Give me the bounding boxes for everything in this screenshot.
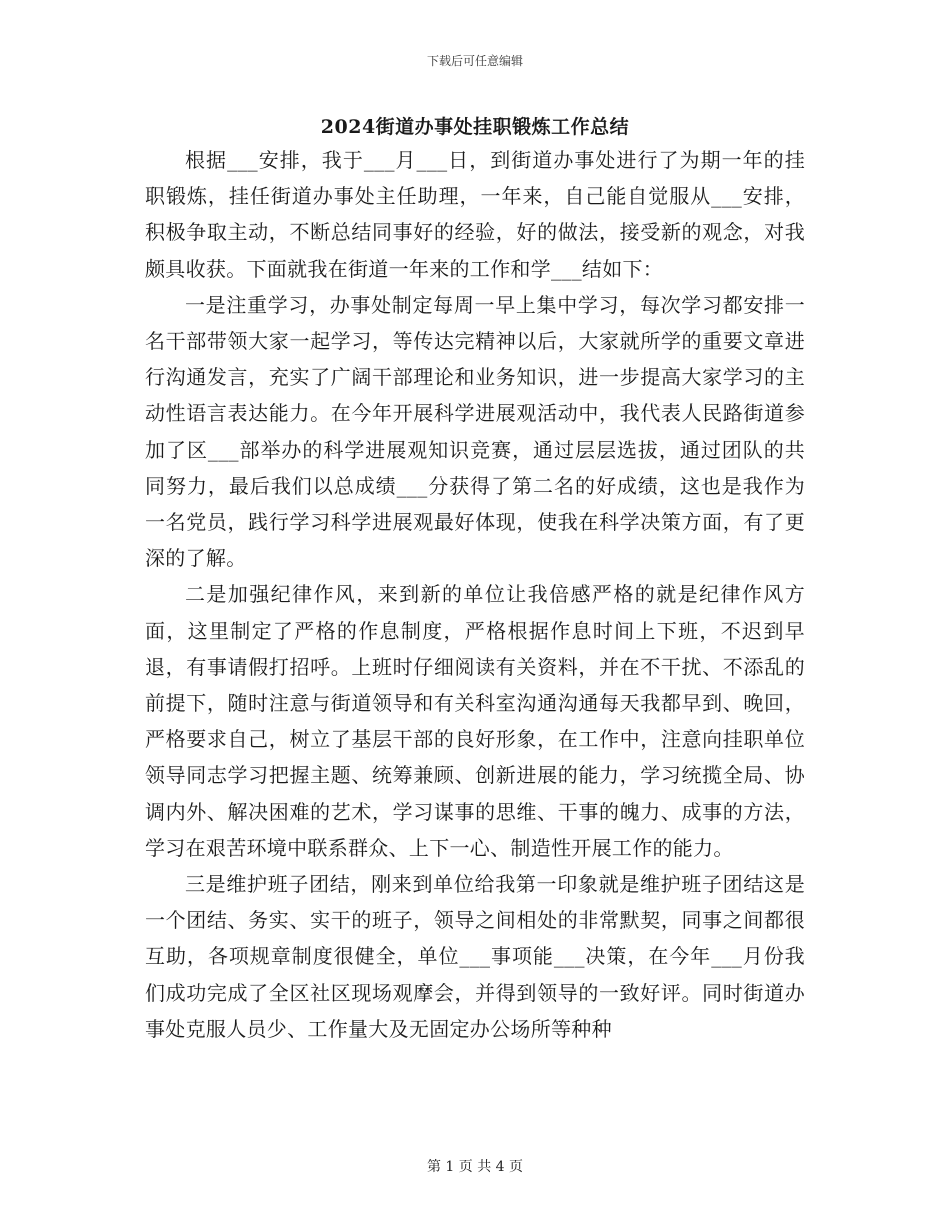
page-footer: 第 1 页 共 4 页 [426, 1159, 524, 1175]
header-note: 下载后可任意编辑 [426, 54, 523, 68]
paragraph-unity: 三是维护班子团结，刚来到单位给我第一印象就是维护班子团结这是一个团结、务实、实干的班子，领导之间相处的非常默契，同事之间都很互助，各项规章制度很健全，单位___事项能___决策，在今年___月份我们成功完成了全区社区现场观摩会，并得到领导的一致好评。同时街道办事处克服人员少、工作量大及无固定办公场所等种种 [145, 872, 805, 1041]
paragraph-discipline: 二是加强纪律作风，来到新的单位让我倍感严格的就是纪律作风方面，这里制定了严格的作息制度，严格根据作息时间上下班，不迟到早退，有事请假打招呼。上班时仔细阅读有关资料，并在不干扰、不添乱的前提下，随时注意与街道领导和有关科室沟通沟通每天我都早到、晚回，严格要求自己，树立了基层干部的良好形象，在工作中，注意向挂职单位领导同志学习把握主题、统筹兼顾、创新进展的能力，学习统揽全局、协调内外、解决困难的艺术，学习谋事的思维、干事的魄力、成事的方法，学习在艰苦环境中联系群众、上下一心、制造性开展工作的能力。 [145, 582, 805, 860]
document-title: 2024街道办事处挂职锻炼工作总结 [320, 116, 630, 138]
paragraph-study: 一是注重学习，办事处制定每周一早上集中学习，每次学习都安排一名干部带领大家一起学习，等传达完精神以后，大家就所学的重要文章进行沟通发言，充实了广阔干部理论和业务知识，进一步提高大家学习的主动性语言表达能力。在今年开展科学进展观活动中，我代表人民路街道参加了区___部举办的科学进展观知识竞赛，通过层层选拔，通过团队的共同努力，最后我们以总成绩___分获得了第二名的好成绩，这也是我作为一名党员，践行学习科学进展观最好体现，使我在科学决策方面，有了更深的了解。 [145, 292, 805, 571]
paragraph-intro: 根据___安排，我于___月___日，到街道办事处进行了为期一年的挂职锻炼，挂任街道办事处主任助理，一年来，自己能自觉服从___安排，积极争取主动，不断总结同事好的经验，好的做法，接受新的观念，对我颇具收获。下面就我在街道一年来的工作和学___结如下： [145, 148, 805, 281]
document-body [145, 142, 805, 1047]
